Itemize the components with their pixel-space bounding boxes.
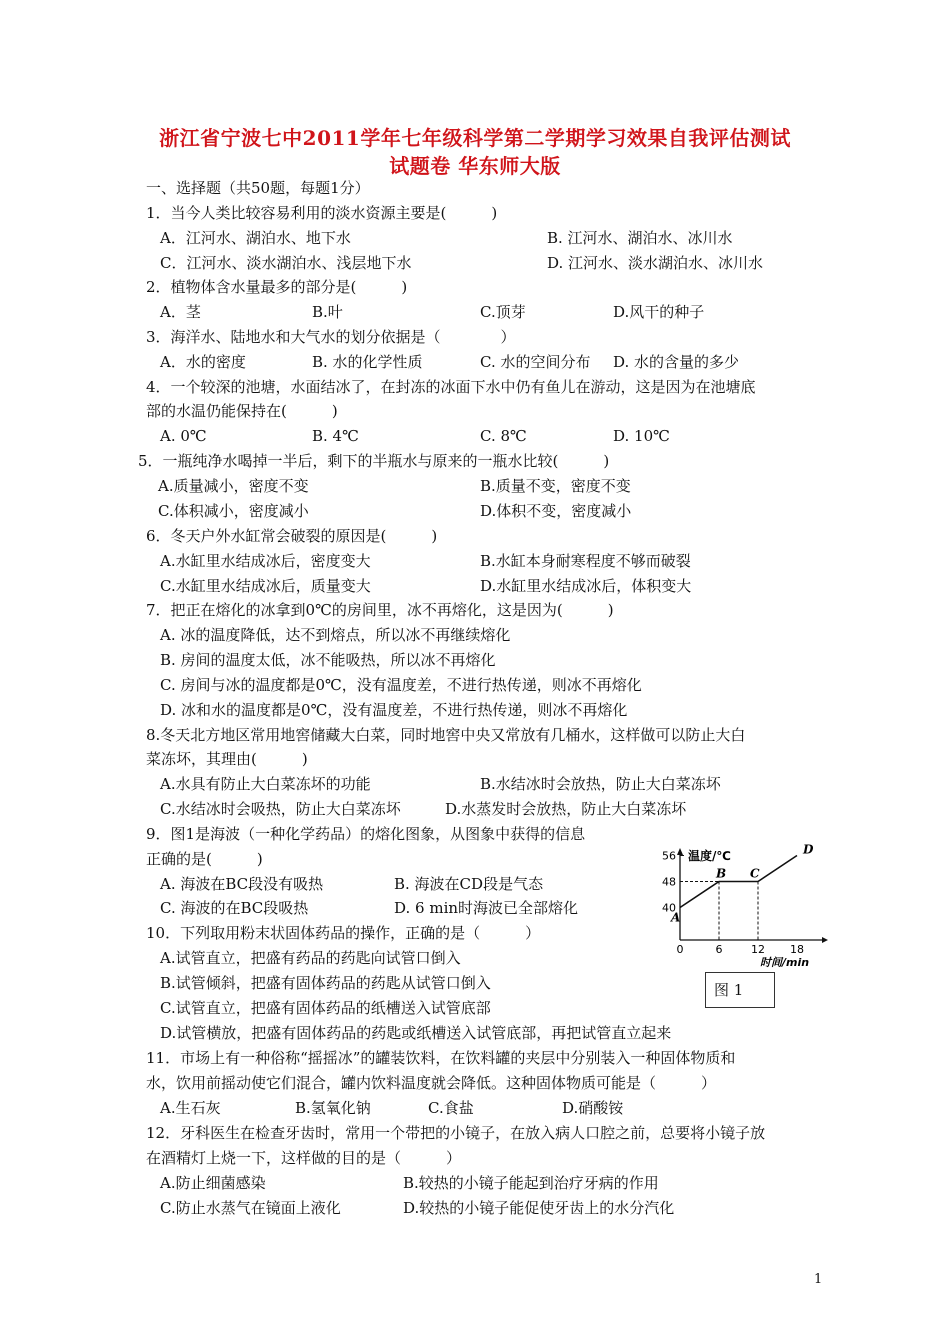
question-2-option-c: C.顶芽	[480, 303, 526, 321]
y-axis-arrow	[677, 848, 683, 855]
question-5-option-c: C.体积减小，密度减小	[158, 502, 309, 520]
x-tick-label: 12	[751, 943, 765, 956]
question-7-stem: 7．把正在熔化的冰拿到0℃的房间里，冰不再熔化，这是因为( )	[146, 601, 614, 619]
question-11-stem-line1: 11．市场上有一种俗称“摇摇冰”的罐装饮料，在饮料罐的夹层中分别装入一种固体物质和	[146, 1049, 736, 1067]
question-3-stem: 3．海洋水、陆地水和大气水的划分依据是（ ）	[146, 328, 516, 346]
question-9-stem-line2: 正确的是( )	[146, 850, 263, 868]
question-3-option-d: D. 水的含量的多少	[613, 353, 740, 371]
question-9-option-d: D. 6 min时海波已全部熔化	[394, 899, 579, 917]
y-axis-label: 温度/℃	[688, 849, 731, 863]
question-8-option-b: B.水结冰时会放热，防止大白菜冻坏	[480, 775, 721, 793]
question-6-stem: 6．冬天户外水缸常会破裂的原因是( )	[146, 527, 438, 545]
question-12-option-d: D.较热的小镜子能促使牙齿上的水分汽化	[403, 1199, 675, 1217]
question-6-option-c: C.水缸里水结成冰后，质量变大	[160, 577, 371, 595]
question-7-option-a: A. 冰的温度降低，达不到熔点，所以冰不再继续熔化	[160, 626, 511, 644]
question-4-option-d: D. 10℃	[613, 427, 670, 445]
question-1-option-c: C．江河水、淡水湖泊水、浅层地下水	[160, 254, 412, 272]
x-axis-arrow	[822, 937, 828, 943]
question-12-stem-line1: 12．牙科医生在检查牙齿时，常用一个带把的小镜子，在放入病人口腔之前，总要将小镜子放	[146, 1124, 766, 1142]
question-4-option-a: A. 0℃	[160, 427, 207, 445]
question-1-option-d: D. 江河水、淡水湖泊水、冰川水	[547, 254, 764, 272]
point-label-a: A	[671, 910, 681, 925]
question-10-option-a: A.试管直立，把盛有药品的药匙向试管口倒入	[160, 949, 461, 967]
question-3-option-b: B. 水的化学性质	[312, 353, 423, 371]
question-5-stem: 5．一瓶纯净水喝掉一半后，剩下的半瓶水与原来的一瓶水比较( )	[138, 452, 610, 470]
question-7-option-b: B. 房间的温度太低，冰不能吸热，所以冰不再熔化	[160, 651, 496, 669]
question-1-stem: 1．当今人类比较容易利用的淡水资源主要是( )	[146, 204, 498, 222]
question-8-option-a: A.水具有防止大白菜冻坏的功能	[160, 775, 371, 793]
x-tick-label: 0	[676, 943, 684, 956]
question-4-stem-line2: 部的水温仍能保持在( )	[146, 402, 338, 420]
document-title-line2: 试题卷 华东师大版	[389, 154, 561, 178]
page-number: 1	[814, 1272, 823, 1287]
question-12-stem-line2: 在酒精灯上烧一下，这样做的目的是（ ）	[146, 1149, 462, 1167]
question-8-stem-line2: 菜冻坏，其理由( )	[146, 750, 308, 768]
question-2-option-d: D.风干的种子	[613, 303, 705, 321]
question-10-option-d: D.试管横放，把盛有固体药品的药匙或纸槽送入试管底部，再把试管直立起来	[160, 1024, 672, 1042]
point-label-b: B	[716, 866, 727, 881]
question-11-option-c: C.食盐	[428, 1099, 474, 1117]
question-11-option-a: A.生石灰	[160, 1099, 221, 1117]
y-tick-label: 56	[662, 849, 676, 863]
question-2-option-b: B.叶	[312, 303, 343, 321]
melting-graph	[650, 842, 830, 972]
question-12-option-c: C.防止水蒸气在镜面上液化	[160, 1199, 341, 1217]
question-2-stem: 2．植物体含水量最多的部分是( )	[146, 278, 408, 296]
y-tick-label: 48	[662, 875, 676, 889]
question-5-option-d: D.体积不变，密度减小	[480, 502, 632, 520]
question-4-option-c: C. 8℃	[480, 427, 527, 445]
question-6-option-d: D.水缸里水结成冰后，体积变大	[480, 577, 692, 595]
question-11-stem-line2: 水，饮用前摇动使它们混合，罐内饮料温度就会降低。这种固体物质可能是（ ）	[146, 1074, 717, 1092]
question-7-option-c: C. 房间与冰的温度都是0℃，没有温度差，不进行热传递，则冰不再熔化	[160, 676, 642, 694]
x-tick-label: 18	[790, 943, 804, 956]
question-12-option-a: A.防止细菌感染	[160, 1174, 266, 1192]
question-5-option-a: A.质量减小，密度不变	[158, 477, 309, 495]
question-9-option-a: A. 海波在BC段没有吸热	[160, 875, 324, 893]
question-10-option-b: B.试管倾斜，把盛有固体药品的药匙从试管口倒入	[160, 974, 491, 992]
question-8-stem-line1: 8.冬天北方地区常用地窖储藏大白菜，同时地窖中央又常放有几桶水，这样做可以防止大白	[146, 726, 746, 744]
question-9-option-c: C. 海波的在BC段吸热	[160, 899, 309, 917]
question-7-option-d: D. 冰和水的温度都是0℃，没有温度差，不进行热传递，则冰不再熔化	[160, 701, 628, 719]
question-9-option-b: B. 海波在CD段是气态	[394, 875, 544, 893]
question-8-option-c: C.水结冰时会吸热，防止大白菜冻坏	[160, 800, 401, 818]
question-11-option-b: B.氢氧化钠	[295, 1099, 371, 1117]
figure-caption: 图 1	[705, 972, 775, 1008]
document-title-line1: 浙江省宁波七中2011学年七年级科学第二学期学习效果自我评估测试	[159, 126, 791, 150]
x-axis-label: 时间/min	[760, 956, 810, 969]
question-12-option-b: B.较热的小镜子能起到治疗牙病的作用	[403, 1174, 659, 1192]
question-6-option-b: B.水缸本身耐寒程度不够而破裂	[480, 552, 691, 570]
point-label-c: C	[750, 866, 760, 881]
question-8-option-d: D.水蒸发时会放热，防止大白菜冻坏	[445, 800, 687, 818]
question-3-option-a: A．水的密度	[160, 353, 246, 371]
question-1-option-a: A．江河水、湖泊水、地下水	[160, 229, 351, 247]
question-11-option-d: D.硝酸铵	[562, 1099, 624, 1117]
question-6-option-a: A.水缸里水结成冰后，密度变大	[160, 552, 371, 570]
question-9-stem-line1: 9．图1是海波（一种化学药品）的熔化图象，从图象中获得的信息	[146, 825, 586, 843]
question-10-stem: 10．下列取用粉末状固体药品的操作，正确的是（ ）	[146, 924, 541, 942]
y-tick-label: 40	[662, 901, 676, 915]
section-heading: 一、选择题（共50题，每题1分）	[146, 179, 370, 197]
question-5-option-b: B.质量不变，密度不变	[480, 477, 631, 495]
question-1-option-b: B. 江河水、湖泊水、冰川水	[547, 229, 733, 247]
question-10-option-c: C.试管直立，把盛有固体药品的纸槽送入试管底部	[160, 999, 491, 1017]
point-label-d: D	[803, 842, 814, 857]
question-4-option-b: B. 4℃	[312, 427, 359, 445]
question-4-stem-line1: 4．一个较深的池塘，水面结冰了，在封冻的冰面下水中仍有鱼儿在游动，这是因为在池塘底	[146, 378, 756, 396]
x-tick-label: 6	[715, 943, 723, 956]
question-2-option-a: A．茎	[160, 303, 201, 321]
question-3-option-c: C. 水的空间分布	[480, 353, 591, 371]
